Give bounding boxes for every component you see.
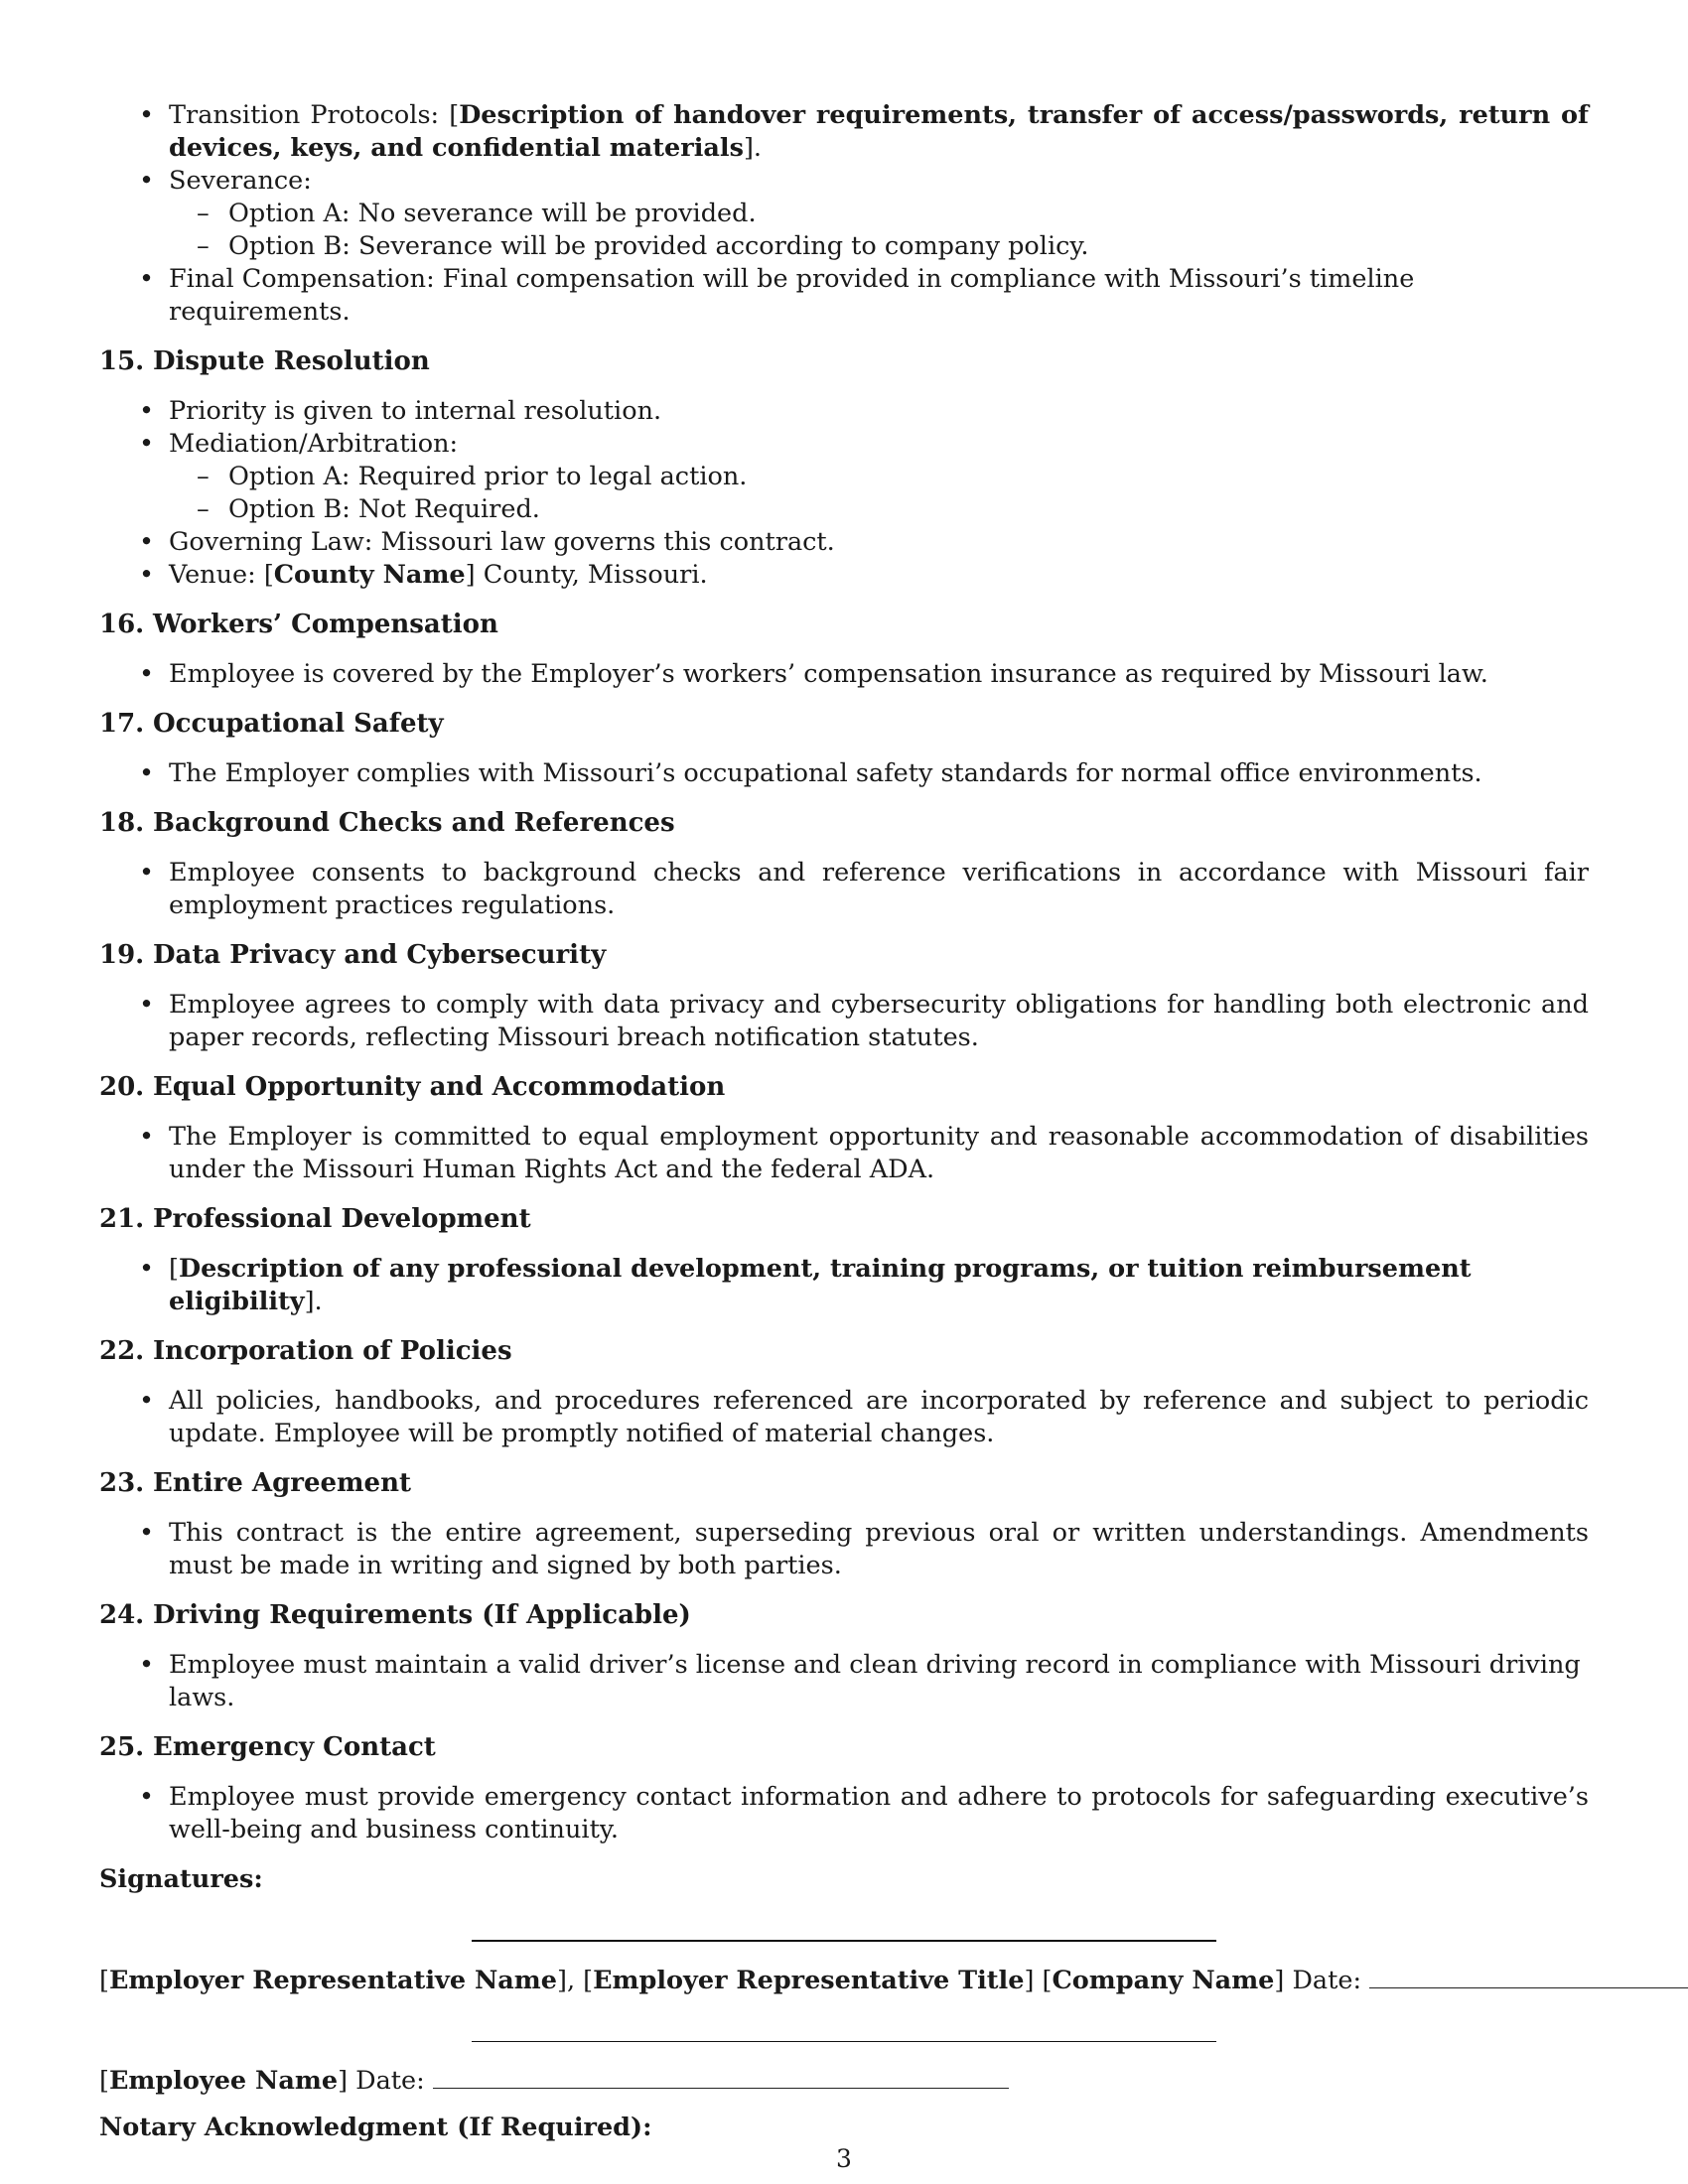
- section-heading: 23. Entire Agreement: [99, 1468, 411, 1498]
- mediation-options: [169, 461, 1589, 526]
- document-page: [99, 99, 1589, 2144]
- section-list: [99, 658, 1589, 691]
- section-list: [99, 1517, 1589, 1582]
- employer-date-field[interactable]: [1369, 1962, 1688, 1988]
- list-item: • Governing Law: Missouri law governs this contract.: [99, 526, 1589, 559]
- section-list: [99, 395, 1589, 592]
- notary-title: Notary Acknowledgment (If Required):: [99, 2113, 652, 2142]
- section-heading: 15. Dispute Resolution: [99, 346, 430, 376]
- list-item: • Priority is given to internal resolution.: [99, 395, 1589, 428]
- section-list: [99, 1781, 1589, 1846]
- list-item: • Employee must maintain a valid driver’s license and clean driving record in compliance with Missouri driving laws.: [99, 1649, 1589, 1714]
- section-heading: 20. Equal Opportunity and Accommodation: [99, 1072, 726, 1102]
- sub-list-item: – Option A: Required prior to legal action.: [169, 461, 1589, 493]
- employee-signature-line[interactable]: [472, 2041, 1216, 2042]
- section-heading: 25. Emergency Contact: [99, 1732, 436, 1762]
- employer-signature-block: [Employer Representative Name], [Employer Representative Title] [Company Name] Date:: [99, 1962, 1589, 1997]
- list-item: • Mediation/Arbitration: – Option A: Required prior to legal action. – Option B: Not Required.: [99, 428, 1589, 526]
- section-list: [99, 1253, 1589, 1318]
- section-heading: 16. Workers’ Compensation: [99, 610, 498, 639]
- page-number: 3: [836, 2144, 852, 2173]
- placeholder-text: Description of any professional development, training programs, or tuition reimbursement eligibility: [169, 1254, 1472, 1316]
- list-item: • Employee consents to background checks and reference verifications in accordance with Missouri fair employment practices regulations.: [99, 857, 1589, 922]
- section-heading: 17. Occupational Safety: [99, 709, 444, 739]
- sub-list-item: – Option B: Not Required.: [169, 493, 1589, 526]
- section-heading: 19. Data Privacy and Cybersecurity: [99, 940, 607, 970]
- intro-list: [99, 99, 1589, 329]
- list-item: • Employee must provide emergency contact information and adhere to protocols for safeguarding executive’s well-being and business continuity.: [99, 1781, 1589, 1846]
- list-item: • Employee is covered by the Employer’s workers’ compensation insurance as required by Missouri law.: [99, 658, 1589, 691]
- employee-date-field[interactable]: [433, 2062, 1009, 2089]
- list-item: • [Description of any professional development, training programs, or tuition reimbursement eligibility].: [99, 1253, 1589, 1318]
- section-list: [99, 1121, 1589, 1186]
- section-heading: 24. Driving Requirements (If Applicable): [99, 1600, 691, 1630]
- list-item: • The Employer is committed to equal employment opportunity and reasonable accommodation of disabilities under the Missouri Human Rights Act and the federal ADA.: [99, 1121, 1589, 1186]
- section-heading: 18. Background Checks and References: [99, 808, 675, 838]
- employee-signature-block: [Employee Name] Date:: [99, 2062, 1589, 2098]
- list-item: • Transition Protocols: [Description of handover requirements, transfer of access/passwords, return of devices, keys, and confidential materials].: [99, 99, 1589, 165]
- sub-list-item: – Option A: No severance will be provided.: [169, 198, 1589, 230]
- signatures-title: Signatures:: [99, 1864, 263, 1894]
- list-item: • Severance: – Option A: No severance will be provided. – Option B: Severance will be provided according to company policy.: [99, 165, 1589, 263]
- list-item: • All policies, handbooks, and procedures referenced are incorporated by reference and subject to periodic update. Employee will be promptly notified of material changes.: [99, 1385, 1589, 1450]
- placeholder-text: County Name: [273, 560, 466, 590]
- list-item: • Employee agrees to comply with data privacy and cybersecurity obligations for handling both electronic and paper records, reflecting Missouri breach notification statutes.: [99, 989, 1589, 1054]
- section-list: [99, 1385, 1589, 1450]
- employer-signature-line[interactable]: [472, 1940, 1216, 1942]
- severance-options: [169, 198, 1589, 263]
- section-list: [99, 757, 1589, 790]
- placeholder-text: Description of handover requirements, transfer of access/passwords, return of devices, keys, and confidential materials: [169, 100, 1589, 163]
- list-item: • Venue: [County Name] County, Missouri.: [99, 559, 1589, 592]
- section-list: [99, 1649, 1589, 1714]
- section-heading: 21. Professional Development: [99, 1204, 531, 1234]
- list-item: • The Employer complies with Missouri’s occupational safety standards for normal office environments.: [99, 757, 1589, 790]
- list-item: • Final Compensation: Final compensation will be provided in compliance with Missouri’s timeline requirements.: [99, 263, 1589, 329]
- section-list: [99, 857, 1589, 922]
- section-list: [99, 989, 1589, 1054]
- section-heading: 22. Incorporation of Policies: [99, 1336, 512, 1366]
- sub-list-item: – Option B: Severance will be provided according to company policy.: [169, 230, 1589, 263]
- list-item: • This contract is the entire agreement, superseding previous oral or written understandings. Amendments must be made in writing and signed by both parties.: [99, 1517, 1589, 1582]
